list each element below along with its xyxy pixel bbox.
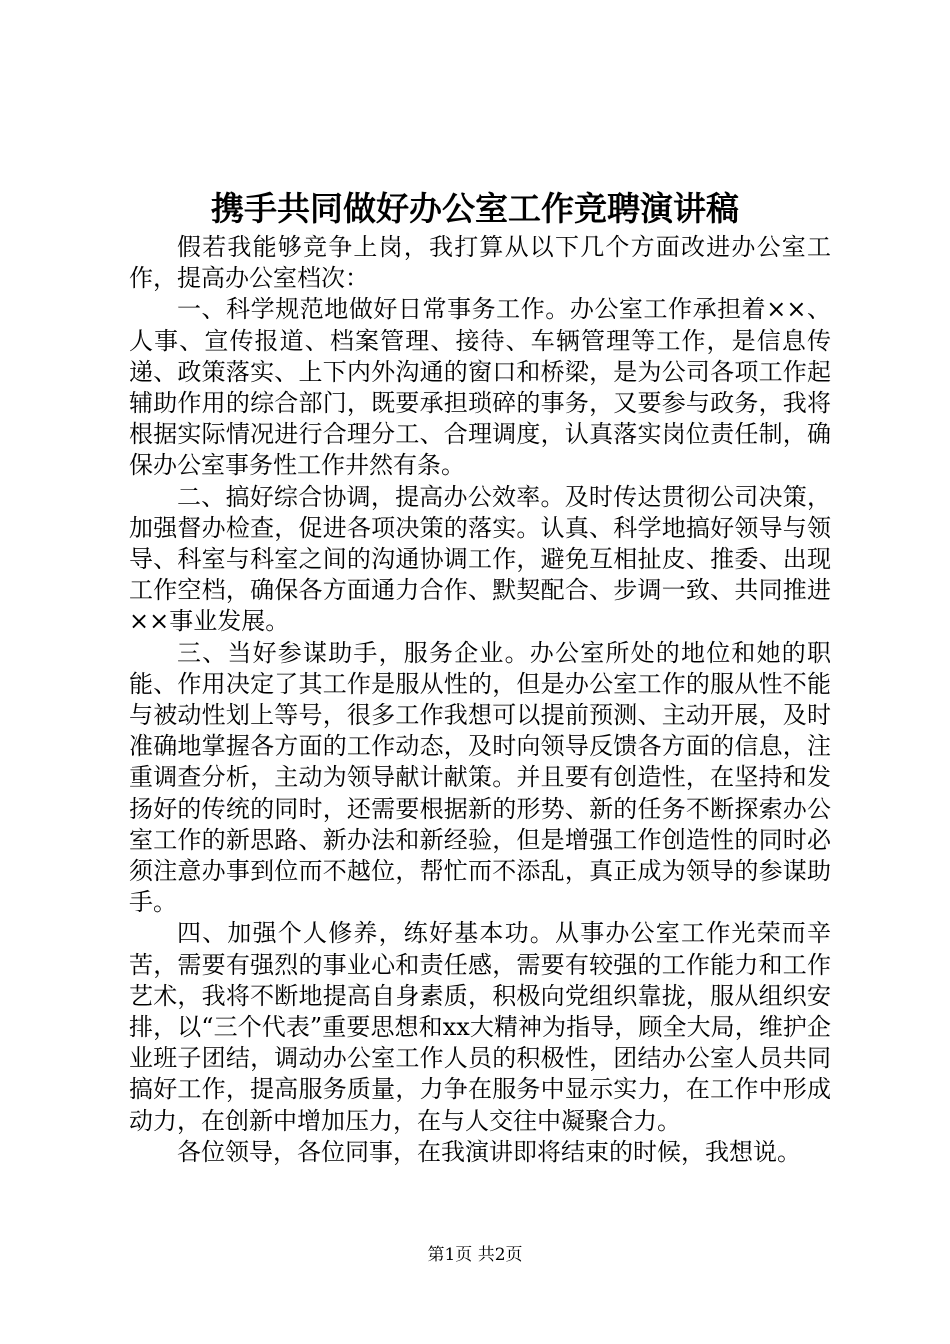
page-number-footer: 第1页 共2页: [427, 1245, 523, 1265]
page-title: 携手共同做好办公室工作竞聘演讲稿: [211, 189, 739, 228]
paragraph-intro: 假若我能够竞争上岗，我打算从以下几个方面改进办公室工作，提高办公室档次：: [129, 233, 831, 293]
document-body: [129, 232, 831, 1168]
paragraph-closing: 各位领导，各位同事，在我演讲即将结束的时候，我想说。: [177, 1137, 801, 1166]
paragraph-section-2: 二、搞好综合协调，提高办公效率。及时传达贯彻公司决策，加强督办检查，促进各项决策的落实。认真、科学地搞好领导与领导、科室与科室之间的沟通协调工作，避免互相扯皮、推委、出现工作空档，确保各方面通力合作、默契配合、步调一致、共同推进××事业发展。: [129, 482, 831, 636]
paragraph-section-1: 一、科学规范地做好日常事务工作。办公室工作承担着××、人事、宣传报道、档案管理、接待、车辆管理等工作，是信息传递、政策落实、上下内外沟通的窗口和桥梁，是为公司各项工作起辅助作用的综合部门，既要承担琐碎的事务，又要参与政务，我将根据实际情况进行合理分工、合理调度，认真落实岗位责任制，确保办公室事务性工作井然有条。: [129, 295, 831, 480]
paragraph-section-4: 四、加强个人修养，练好基本功。从事办公室工作光荣而辛苦，需要有强烈的事业心和责任感，需要有较强的工作能力和工作艺术，我将不断地提高自身素质，积极向党组织靠拢，服从组织安排，以“三个代表”重要思想和xx大精神为指导，顾全大局，维护企业班子团结，调动办公室工作人员的积极性，团结办公室人员共同搞好工作，提高服务质量，力争在服务中显示实力，在工作中形成动力，在创新中增加压力，在与人交往中凝聚合力。: [129, 919, 831, 1135]
paragraph-section-3: 三、当好参谋助手，服务企业。办公室所处的地位和她的职能、作用决定了其工作是服从性的，但是办公室工作的服从性不能与被动性划上等号，很多工作我想可以提前预测、主动开展，及时准确地掌握各方面的工作动态，及时向领导反馈各方面的信息，注重调查分析，主动为领导献计献策。并且要有创造性，在坚持和发扬好的传统的同时，还需要根据新的形势、新的任务不断探索办公室工作的新思路、新办法和新经验，但是增强工作创造性的同时必须注意办事到位而不越位，帮忙而不添乱，真正成为领导的参谋助手。: [129, 638, 831, 917]
